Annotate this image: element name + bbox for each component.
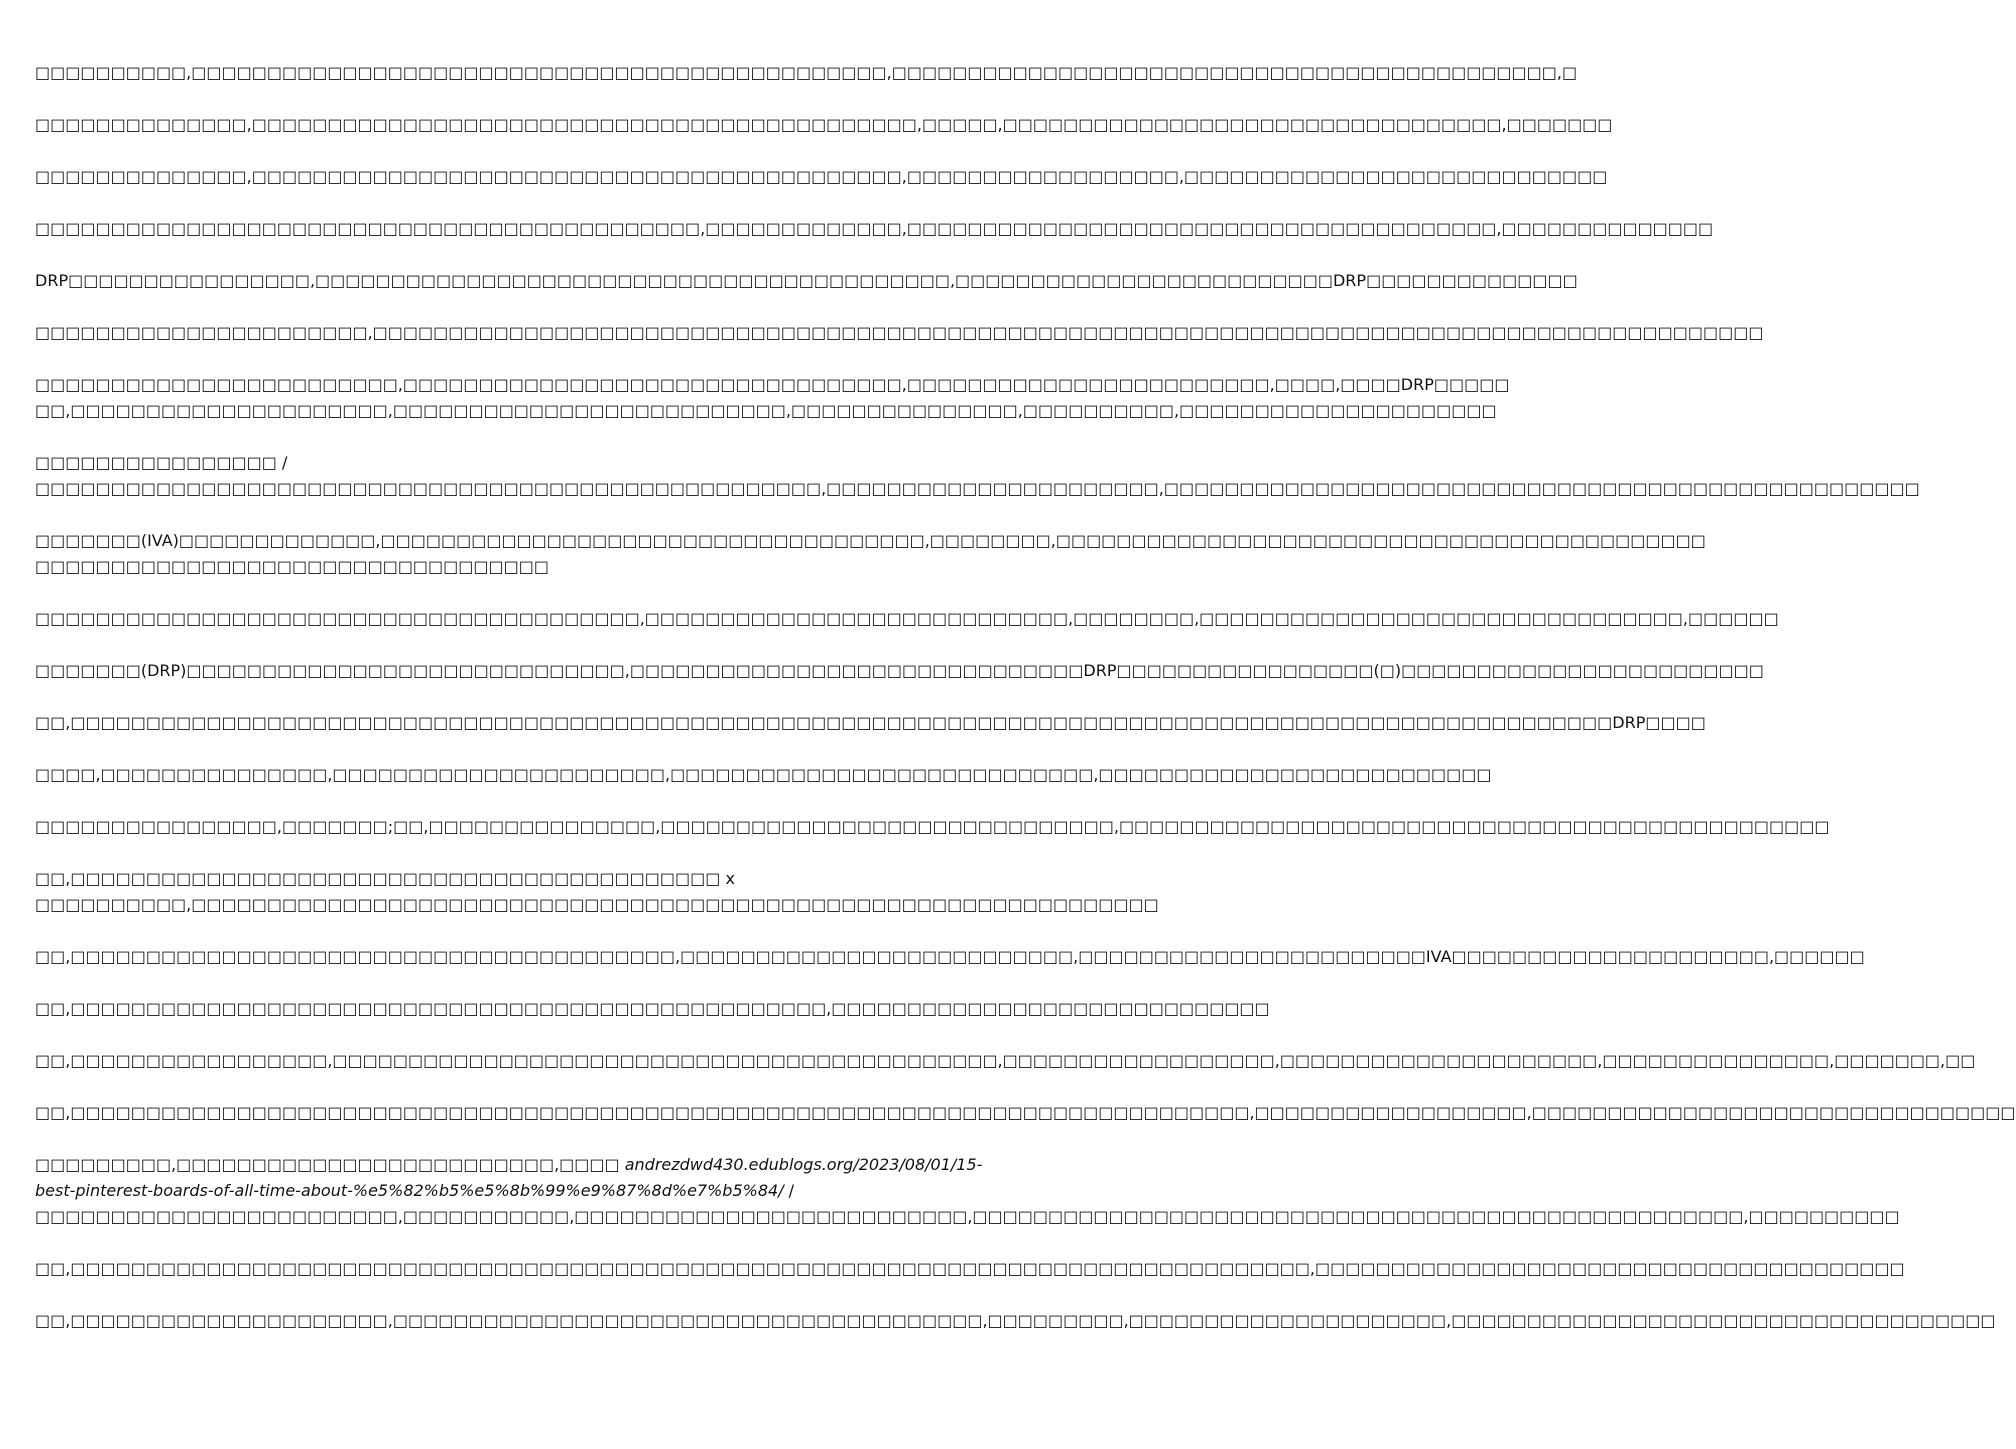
- paragraph-7-line-1: □□□□□□□□□□□□□□□□□□□□□□□□,□□□□□□□□□□□□□□□□□□□□□□□□□□□□□□□□□,□□□□□□□□□□□□□□□□□□□□□□□□,□□□□,□□□□DRP□□□□□: [35, 375, 1510, 394]
- paragraph-19: □□,□□□□□□□□□□□□□□□□□□□□□□□□□□□□□□□□□□□□□□□□□□□□□□□□□□□□□□□□□□□□□□□□□□□□□□□□□□□□□□,□□□□□□□□□□□□□□□□□□,□□□□□□□□□□□□□□□□□□□□□□□□□□□□□□□□: [35, 1103, 2016, 1122]
- blog-post-link[interactable]: andrezdwd430.edublogs.org/2023/08/01/15-best-pinterest-boards-of-all-time-about-%e5%82%b5%e5%8b%99%e9%87%8d%e7%b5%84/: [35, 1155, 983, 1200]
- paragraph-8-line-2: □□□□□□□□□□□□□□□□□□□□□□□□□□□□□□□□□□□□□□□□□□□□□□□□□□□□,□□□□□□□□□□□□□□□□□□□□□□,□□□□□□□□□□□□□□□□□□□□□□□□□□□□□□□□□□□□□□□□□□□□□□□□□□: [35, 479, 1920, 498]
- paragraph-2: □□□□□□□□□□□□□□,□□□□□□□□□□□□□□□□□□□□□□□□□□□□□□□□□□□□□□□□□□□□,□□□□□,□□□□□□□□□□□□□□□□□□□□□□□□□□□□□□□□□,□□□□□□□: [35, 115, 1613, 134]
- paragraph-9-line-2: □□□□□□□□□□□□□□□□□□□□□□□□□□□□□□□□□□: [35, 557, 549, 576]
- paragraph-3: □□□□□□□□□□□□□□,□□□□□□□□□□□□□□□□□□□□□□□□□□□□□□□□□□□□□□□□□□□,□□□□□□□□□□□□□□□□□□,□□□□□□□□□□□□□□□□□□□□□□□□□□□□: [35, 167, 1608, 186]
- paragraph-21: □□,□□□□□□□□□□□□□□□□□□□□□□□□□□□□□□□□□□□□□□□□□□□□□□□□□□□□□□□□□□□□□□□□□□□□□□□□□□□□□□□□□□,□□□□□□□□□□□□□□□□□□□□□□□□□□□□□□□□□□□□□□□: [35, 1259, 1905, 1278]
- paragraph-20-suffix: /: [783, 1181, 795, 1200]
- paragraph-12: □□,□□□□□□□□□□□□□□□□□□□□□□□□□□□□□□□□□□□□□□□□□□□□□□□□□□□□□□□□□□□□□□□□□□□□□□□□□□□□□□□□□□□□□□□□□□□□□□□□□□□□□□DRP□□□□: [35, 713, 1706, 732]
- article-body: [35, 60, 2016, 1360]
- paragraph-8: [35, 450, 1920, 502]
- paragraph-16: □□,□□□□□□□□□□□□□□□□□□□□□□□□□□□□□□□□□□□□□□□□,□□□□□□□□□□□□□□□□□□□□□□□□□□,□□□□□□□□□□□□□□□□□□□□□□□IVA□□□□□□□□□□□□□□□□□□□□□,□□□□□□: [35, 947, 1865, 966]
- paragraph-9-line-1: □□□□□□□(IVA)□□□□□□□□□□□□□,□□□□□□□□□□□□□□□□□□□□□□□□□□□□□□□□□□□□,□□□□□□□□,□□□□□□□□□□□□□□□□□□□□□□□□□□□□□□□□□□□□□□□□□□□: [35, 531, 1706, 550]
- paragraph-9: [35, 528, 1706, 580]
- paragraph-10: □□□□□□□□□□□□□□□□□□□□□□□□□□□□□□□□□□□□□□□□,□□□□□□□□□□□□□□□□□□□□□□□□□□□□,□□□□□□□□,□□□□□□□□□□□□□□□□□□□□□□□□□□□□□□□□,□□□□□□: [35, 609, 1779, 628]
- paragraph-8-line-1: □□□□□□□□□□□□□□□□ /: [35, 453, 288, 472]
- paragraph-6: □□□□□□□□□□□□□□□□□□□□□□,□□□□□□□□□□□□□□□□□□□□□□□□□□□□□□□□□□□□□□□□□□□□□□□□□□□□□□□□□□□□□□□□□□□□□□□□□□□□□□□□□□□□□□□□□□□□: [35, 323, 1764, 342]
- paragraph-22: □□,□□□□□□□□□□□□□□□□□□□□□,□□□□□□□□□□□□□□□□□□□□□□□□□□□□□□□□□□□□□□□,□□□□□□□□□,□□□□□□□□□□□□□□□□□□□□□,□□□□□□□□□□□□□□□□□□□□□□□□□□□□□□□□□□□□: [35, 1311, 1996, 1330]
- paragraph-20: [35, 1152, 1900, 1230]
- paragraph-17: □□,□□□□□□□□□□□□□□□□□□□□□□□□□□□□□□□□□□□□□□□□□□□□□□□□□□,□□□□□□□□□□□□□□□□□□□□□□□□□□□□□: [35, 999, 1270, 1018]
- paragraph-5: DRP□□□□□□□□□□□□□□□□,□□□□□□□□□□□□□□□□□□□□□□□□□□□□□□□□□□□□□□□□□□,□□□□□□□□□□□□□□□□□□□□□□□□□DRP□□□□□□□□□□□□□□: [35, 271, 1578, 290]
- paragraph-7: [35, 372, 1510, 424]
- paragraph-20-line-2: □□□□□□□□□□□□□□□□□□□□□□□□,□□□□□□□□□□□,□□□□□□□□□□□□□□□□□□□□□□□□□□,□□□□□□□□□□□□□□□□□□□□□□□□□□□□□□□□□□□□□□□□□□□□□□□□□□□,□□□□□□□□□□: [35, 1207, 1900, 1226]
- paragraph-14: □□□□□□□□□□□□□□□□,□□□□□□□;□□,□□□□□□□□□□□□□□□,□□□□□□□□□□□□□□□□□□□□□□□□□□□□□□,□□□□□□□□□□□□□□□□□□□□□□□□□□□□□□□□□□□□□□□□□□□□□□□: [35, 817, 1830, 836]
- paragraph-15: [35, 866, 1159, 918]
- paragraph-18: □□,□□□□□□□□□□□□□□□□□,□□□□□□□□□□□□□□□□□□□□□□□□□□□□□□□□□□□□□□□□□□□□,□□□□□□□□□□□□□□□□□□,□□□□□□□□□□□□□□□□□□□□□,□□□□□□□□□□□□□□□,□□□□□□□,□□: [35, 1051, 1976, 1070]
- paragraph-13: □□□□,□□□□□□□□□□□□□□□,□□□□□□□□□□□□□□□□□□□□□□,□□□□□□□□□□□□□□□□□□□□□□□□□□□□,□□□□□□□□□□□□□□□□□□□□□□□□□□: [35, 765, 1492, 784]
- paragraph-15-line-1: □□,□□□□□□□□□□□□□□□□□□□□□□□□□□□□□□□□□□□□□□□□□□□ x: [35, 869, 735, 888]
- paragraph-11: □□□□□□□(DRP)□□□□□□□□□□□□□□□□□□□□□□□□□□□□□,□□□□□□□□□□□□□□□□□□□□□□□□□□□□□□DRP□□□□□□□□□□□□□□□□□(□)□□□□□□□□□□□□□□□□□□□□□□□□: [35, 661, 1764, 680]
- paragraph-15-line-2: □□□□□□□□□□,□□□□□□□□□□□□□□□□□□□□□□□□□□□□□□□□□□□□□□□□□□□□□□□□□□□□□□□□□□□□□□□□: [35, 895, 1159, 914]
- paragraph-20-link-line: [35, 1152, 990, 1204]
- paragraph-20-prefix: □□□□□□□□□,□□□□□□□□□□□□□□□□□□□□□□□□□,□□□□: [35, 1155, 625, 1174]
- paragraph-4: □□□□□□□□□□□□□□□□□□□□□□□□□□□□□□□□□□□□□□□□□□□□,□□□□□□□□□□□□□,□□□□□□□□□□□□□□□□□□□□□□□□□□□□□□□□□□□□□□□,□□□□□□□□□□□□□□: [35, 219, 1714, 238]
- paragraph-1: □□□□□□□□□□,□□□□□□□□□□□□□□□□□□□□□□□□□□□□□□□□□□□□□□□□□□□□□□,□□□□□□□□□□□□□□□□□□□□□□□□□□□□□□□□□□□□□□□□□□□□,□: [35, 63, 1578, 82]
- paragraph-7-line-2: □□,□□□□□□□□□□□□□□□□□□□□□,□□□□□□□□□□□□□□□□□□□□□□□□□□,□□□□□□□□□□□□□□□,□□□□□□□□□□,□□□□□□□□□□□□□□□□□□□□□: [35, 401, 1497, 420]
